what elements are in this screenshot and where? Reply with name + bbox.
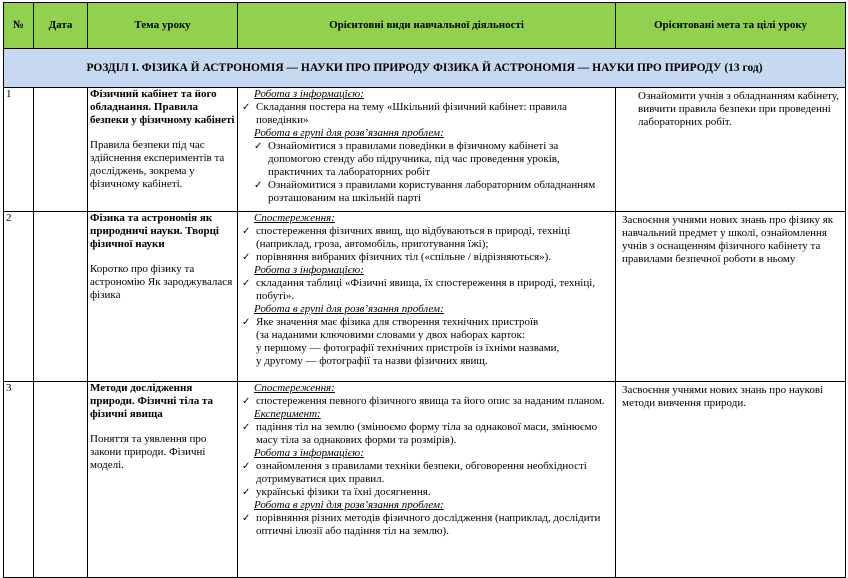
topic-title: Фізика та астрономія як природничі науки. Творці фізичної науки [90,212,219,250]
topic-description: Правила безпеки під час здійснення експериментів та досліджень, зокрема у фізичному кабінеті. [90,139,225,190]
lesson-plan-table [3,2,846,578]
topic-title: Фізичний кабінет та його обладнання. Правила безпеки у фізичному кабінеті [90,88,235,126]
topic-description: Поняття та уявлення про закони природи. Фізичні моделі. [90,433,207,471]
row-date [34,382,88,578]
activity-item: ✓ спостереження певного фізичного явища та його опис за наданим планом. [242,395,605,407]
row-topic [88,88,238,212]
row-topic [88,212,238,382]
goal-text: Засвоєння учнями нових знань про фізику як навчальний предмет у школі, ознайомлення учнів з оснащенням фізичного кабінету та правилами безпечної роботи в ньому [622,214,834,265]
row-num: 1 [4,88,34,212]
activity-item: ✓ Яке значення має фізика для створення технічних пристроїв [242,316,539,328]
table-row [4,212,846,382]
activity-heading: Спостереження: [254,212,335,224]
checkmark-icon: ✓ [242,278,251,289]
table-row [4,88,846,212]
row-goal [616,212,846,382]
activity-item: ✓ падіння тіл на землю (змінюємо форму тіла за однакової маси, змінюємо масу тіла за однакових форми та розмірів). [242,421,598,446]
checkmark-icon: ✓ [242,226,251,237]
row-goal [616,88,846,212]
checkmark-icon: ✓ [242,487,251,498]
header-num: № [4,3,34,49]
row-activities [238,88,616,212]
section-row [4,49,846,88]
activity-heading: Робота в групі для розв’язання проблем: [254,127,444,139]
checkmark-icon: ✓ [254,141,263,152]
activity-item: ✓ ознайомлення з правилами техніки безпеки, обговорення необхідності дотримуватися цих правил. [242,460,587,485]
row-activities [238,382,616,578]
activity-item: ✓ Складання постера на тему «Шкільний фізичний кабінет: правила поведінки» [242,101,567,126]
activity-item: ✓ спостереження фізичних явищ, що відбуваються в природі, техніці (наприклад, гроза, автомобіль, приготування їжі); [242,225,571,250]
row-activities [238,212,616,382]
section-title: РОЗДІЛ І. ФІЗИКА Й АСТРОНОМІЯ — НАУКИ ПРО ПРИРОДУ ФІЗИКА Й АСТРОНОМІЯ — НАУКИ ПРО ПРИРОДУ (13 год) [4,49,846,88]
goal-text: Ознайомити учнів з обладнанням кабінету, вивчити правила безпеки при проведенні лабораторних робіт. [638,90,839,128]
checkmark-icon: ✓ [242,422,251,433]
topic-description: Коротко про фізику та астрономію Як зароджувалася фізика [90,263,233,301]
header-activities: Орієнтовні види навчальної діяльності [238,3,616,49]
checkmark-icon: ✓ [242,102,251,113]
table-row [4,382,846,578]
activity-item: ✓ Ознайомитися з правилами поведінки в фізичному кабінеті за допомогою стенду або підручника, під час проведення уроків, практичних та лабораторних робіт [254,140,560,178]
row-num: 3 [4,382,34,578]
topic-title: Методи дослідження природи. Фізичні тіла та фізичні явища [90,382,214,420]
row-goal [616,382,846,578]
activity-heading: Робота з інформацією: [254,447,364,459]
activity-item: ✓ складання таблиці «Фізичні явища, їх спостереження в природі, техніці, побуті». [242,277,596,302]
activity-heading: Робота в групі для розв’язання проблем: [254,303,444,315]
row-num: 2 [4,212,34,382]
checkmark-icon: ✓ [242,461,251,472]
row-date [34,88,88,212]
checkmark-icon: ✓ [254,180,263,191]
header-row [4,3,846,49]
activity-heading: Робота в групі для розв’язання проблем: [254,499,444,511]
activity-item: ✓ Ознайомитися з правилами користування лабораторним обладнанням розташованим на шкільній парті [254,179,596,204]
header-topic: Тема уроку [88,3,238,49]
row-date [34,212,88,382]
activity-heading: Робота з інформацією: [254,88,364,100]
activity-heading: Спостереження: [254,382,335,394]
activity-heading: Експеримент: [254,408,321,420]
activity-item: ✓ порівняння вибраних фізичних тіл («спільне / відрізняються»). [242,251,552,263]
checkmark-icon: ✓ [242,252,251,263]
checkmark-icon: ✓ [242,317,251,328]
activity-item: ✓ порівняння різних методів фізичного дослідження (наприклад, дослідити оптичні ілюзії або падіння тіл на землю). [242,512,601,537]
goal-text: Засвоєння учнями нових знань про наукові методи вивчення природи. [622,384,824,409]
header-date: Дата [34,3,88,49]
checkmark-icon: ✓ [242,396,251,407]
activity-item: ✓ українські фізики та їхні досягнення. [242,486,431,498]
row-topic [88,382,238,578]
activity-heading: Робота з інформацією: [254,264,364,276]
activity-note: у першому — фотографії технічних пристроїв із їхніми назвами, [256,342,560,354]
checkmark-icon: ✓ [242,513,251,524]
activity-note: у другому — фотографії та назви фізичних явищ. [256,355,488,367]
header-goals: Орієнтовані мета та цілі уроку [616,3,846,49]
activity-note: (за наданими ключовими словами у двох наборах карток: [256,329,525,341]
